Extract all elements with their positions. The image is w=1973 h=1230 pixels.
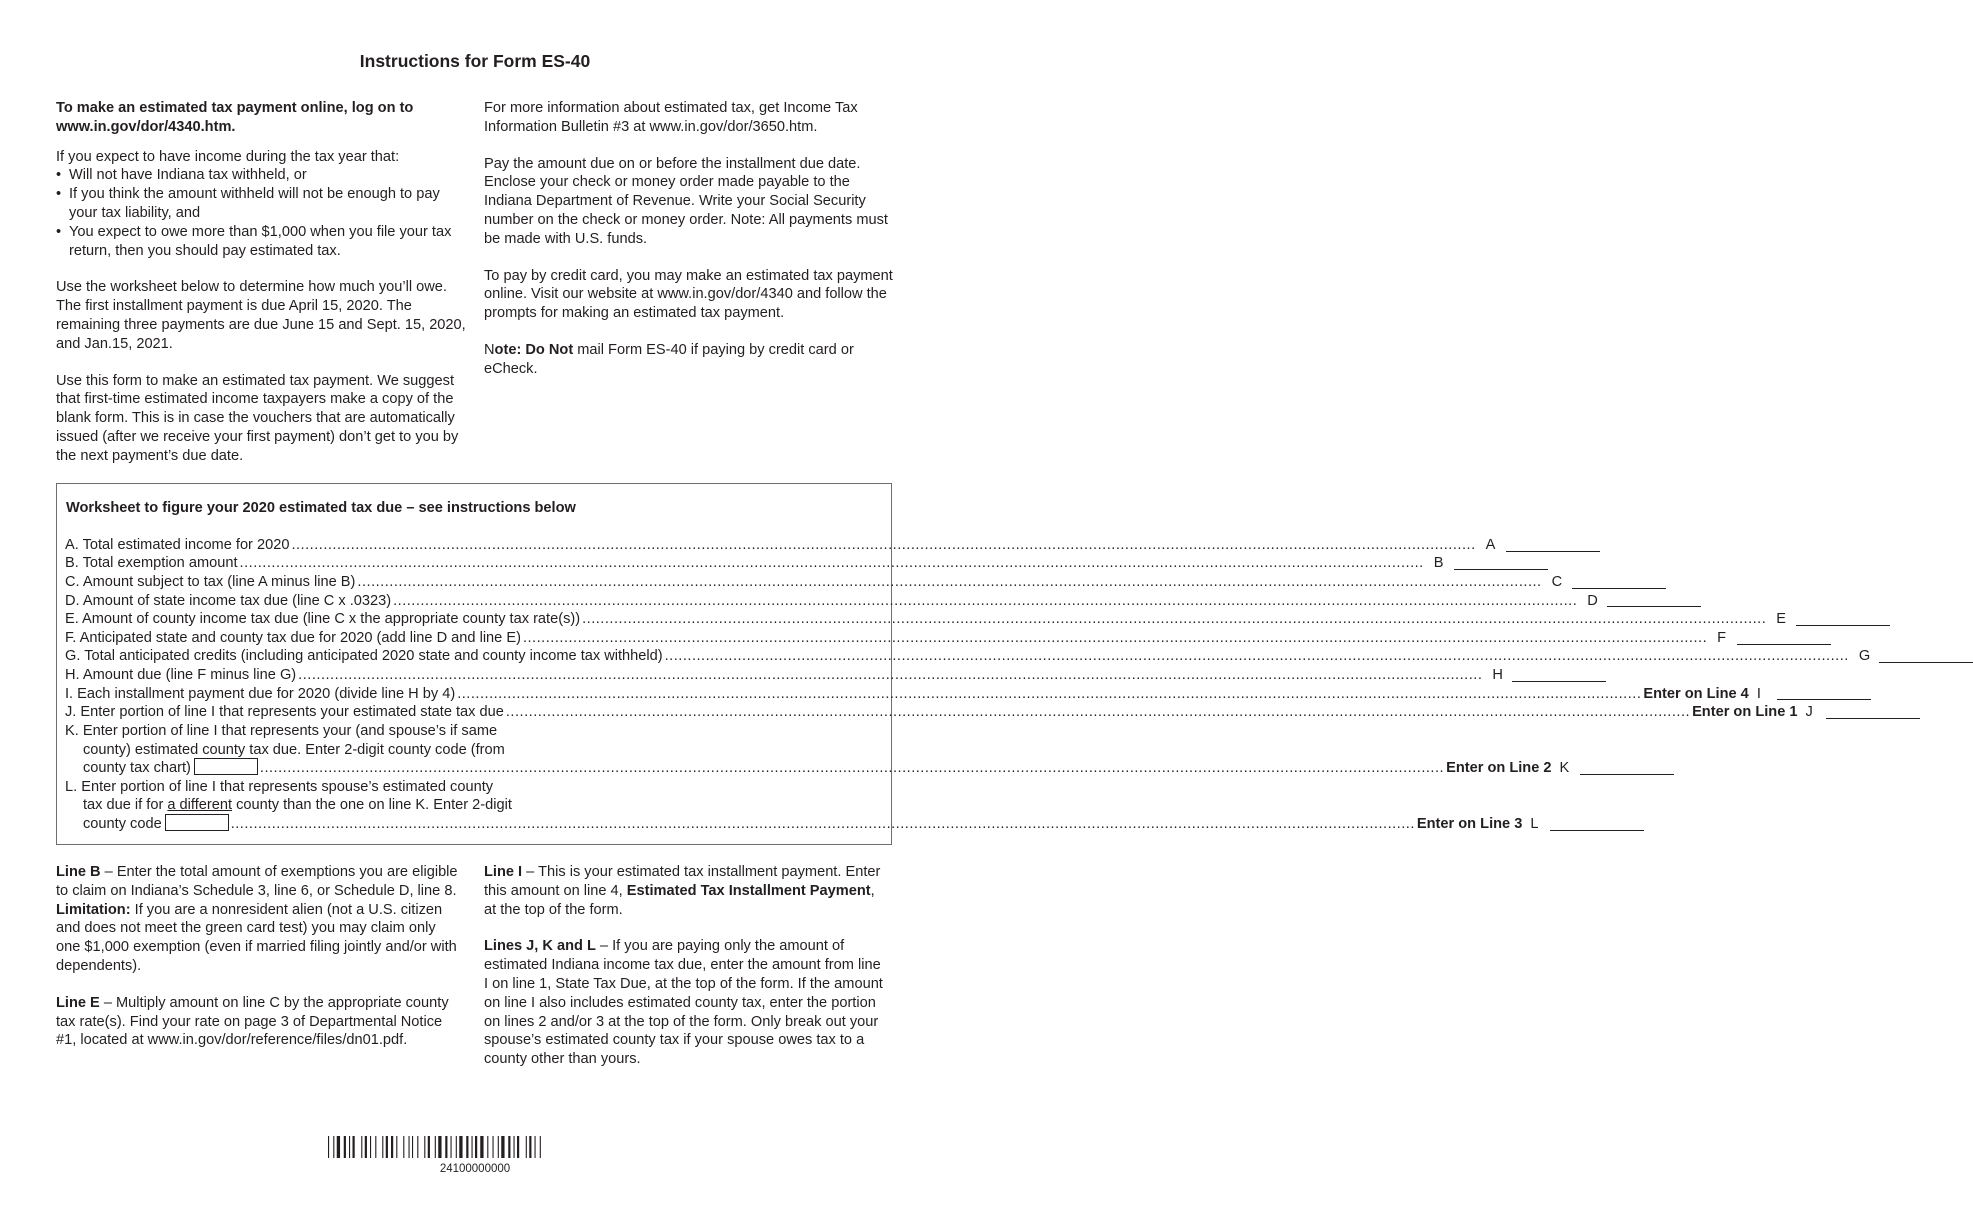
worksheet-lines xyxy=(65,536,1871,834)
page-title: Instructions for Form ES-40 xyxy=(359,51,591,71)
amount-field-i[interactable] xyxy=(1777,687,1871,700)
amount-field-f[interactable] xyxy=(1737,632,1831,645)
worksheet-title: Worksheet to figure your 2020 estimated tax due – see instructions below xyxy=(66,500,576,516)
line-i-instructions: Line I – This is your estimated tax installment payment. Enter this amount on line 4, Estimated Tax Installment Payment, at the top of the form. xyxy=(484,864,881,918)
list-item: • You expect to owe more than $1,000 when you file your tax return, then you should pay estimated tax. xyxy=(56,223,470,261)
right-column xyxy=(484,99,894,379)
line-e-instructions: Line E – Multiply amount on line C by the appropriate county tax rate(s). Find your rate on page 3 of Departmental Notice #1, located at www.in.gov/dor/reference/files/dn01.pdf. xyxy=(56,994,449,1049)
amount-field-a[interactable] xyxy=(1506,539,1600,552)
worksheet-line-c: C. Amount subject to tax (line A minus line B) .................................................................................................................................................................................................................................................................... C xyxy=(65,573,885,592)
amount-field-k[interactable] xyxy=(1580,762,1674,775)
condition-list xyxy=(56,166,470,260)
line-b-instructions: Line B – Enter the total amount of exemptions you are eligible to claim on Indiana’s Schedule 3, line 6, or Schedule D, line 8. Limitation: If you are a nonresident alien (not a U.S. citizen and does not meet the green card test) you may claim only one $1,000 exemption (even if married filing jointly and/or with dependents). xyxy=(56,864,458,974)
amount-field-l[interactable] xyxy=(1550,818,1644,831)
amount-field-c[interactable] xyxy=(1572,576,1666,589)
worksheet-line-k: county tax chart) .................................................................................................................................................................................................................................................................... Enter on Line 2 K xyxy=(65,759,885,778)
worksheet-line-b: B. Total exemption amount .................................................................................................................................................................................................................................................................... B xyxy=(65,555,885,574)
amount-field-j[interactable] xyxy=(1826,706,1920,719)
bottom-left-column xyxy=(56,863,460,1050)
worksheet-line-j: J. Enter portion of line I that represents your estimated state tax due .................................................................................................................................................................................................................................................................... Enter on Line 1 J xyxy=(65,703,885,722)
info-paragraph: For more information about estimated tax, get Income Tax Information Bulletin #3 at www.in.gov/dor/3650.htm. xyxy=(484,100,858,135)
worksheet-box xyxy=(56,483,1871,845)
barcode xyxy=(328,1136,620,1158)
worksheet-line-f: F. Anticipated state and county tax due for 2020 (add line D and line E) .................................................................................................................................................................................................................................................................... F xyxy=(65,629,885,648)
worksheet-line-e: E. Amount of county income tax due (line C x the appropriate county tax rate(s)) .................................................................................................................................................................................................................................................................... E xyxy=(65,610,885,629)
barcode-number: 24100000000 xyxy=(439,1163,511,1175)
amount-field-g[interactable] xyxy=(1879,650,1973,663)
expect-intro: If you expect to have income during the tax year that: xyxy=(56,148,400,165)
worksheet-line-g: G. Total anticipated credits (including anticipated 2020 state and county income tax withheld) .................................................................................................................................................................................................................................................................... G xyxy=(65,648,885,667)
county-code-input-l[interactable] xyxy=(165,814,229,831)
county-code-input-k[interactable] xyxy=(194,758,258,775)
worksheet-line-l-text: L. Enter portion of line I that represents spouse’s estimated county xyxy=(65,778,494,795)
worksheet-line-a: A. Total estimated income for 2020 .................................................................................................................................................................................................................................................................... A xyxy=(65,536,885,555)
lines-jkl-instructions: Lines J, K and L – If you are paying only the amount of estimated Indiana income tax due, enter the amount from line I on line 1, State Tax Due, at the top of the form. If the amount on line I also includes estimated county tax, enter the portion on lines 2 and/or 3 at the top of the form. Only break out your spouse’s estimated county tax if your spouse owes tax to a county other than yours. xyxy=(484,938,883,1068)
credit-card-paragraph: To pay by credit card, you may make an estimated tax payment online. Visit our website at www.in.gov/dor/4340 and follow the prompts for making an estimated tax payment. xyxy=(484,267,893,322)
worksheet-line-i: I. Each installment payment due for 2020 (divide line H by 4) .................................................................................................................................................................................................................................................................... Enter on Line 4 I xyxy=(65,685,885,704)
list-item: • Will not have Indiana tax withheld, or xyxy=(56,166,470,185)
worksheet-paragraph: Use the worksheet below to determine how much you’ll owe. The first installment payment is due April 15, 2020. The remaining three payments are due June 15 and Sept. 15, 2020, and Jan.15, 2021. xyxy=(56,279,466,352)
bottom-right-column xyxy=(484,863,888,1069)
online-payment-note: To make an estimated tax payment online, log on to www.in.gov/dor/4340.htm. xyxy=(56,100,414,135)
amount-field-b[interactable] xyxy=(1454,557,1548,570)
worksheet-line-h: H. Amount due (line F minus line G) .................................................................................................................................................................................................................................................................... H xyxy=(65,666,885,685)
amount-field-d[interactable] xyxy=(1607,594,1701,607)
worksheet-line-k-text: county) estimated county tax due. Enter 2-digit county code (from xyxy=(83,741,505,758)
form-paragraph: Use this form to make an estimated tax payment. We suggest that first-time estimated income taxpayers make a copy of the blank form. This is in case the vouchers that are automatically issued (after we receive your first payment) don’t get to you by the next payment’s due date. xyxy=(56,372,459,464)
worksheet-line-k-text: K. Enter portion of line I that represents your (and spouse’s if same xyxy=(65,722,498,739)
payment-paragraph: Pay the amount due on or before the installment due date. Enclose your check or money order made payable to the Indiana Department of Revenue. Write your Social Security number on the check or money order. Note: All payments must be made with U.S. funds. xyxy=(484,155,888,247)
worksheet-line-l-text: tax due if for a different county than the one on line K. Enter 2-digit xyxy=(83,797,512,814)
amount-field-e[interactable] xyxy=(1796,613,1890,626)
amount-field-h[interactable] xyxy=(1512,669,1606,682)
worksheet-line-l: county code .................................................................................................................................................................................................................................................................... Enter on Line 3 L xyxy=(65,815,885,834)
worksheet-line-d: D. Amount of state income tax due (line C x .0323) .................................................................................................................................................................................................................................................................... D xyxy=(65,592,885,611)
list-item: • If you think the amount withheld will not be enough to pay your tax liability, and xyxy=(56,185,470,223)
do-not-mail-note: Note: Do Not mail Form ES-40 if paying by credit card or eCheck. xyxy=(484,341,854,377)
left-column xyxy=(56,99,470,466)
